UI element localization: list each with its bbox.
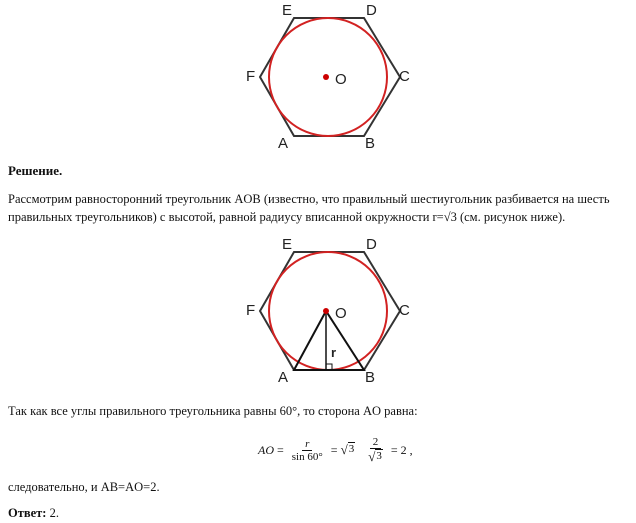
- radical-sign: √: [368, 448, 376, 464]
- answer-value: 2.: [46, 506, 59, 520]
- label-E: E: [282, 236, 293, 253]
- answer-label: Ответ:: [8, 506, 47, 520]
- formula-lhs: AO: [258, 442, 274, 457]
- fraction-2-over-sqrt3: [365, 436, 386, 465]
- radical-sign: √: [340, 442, 348, 457]
- hexagon-shape: [260, 18, 400, 136]
- center-point: [323, 74, 329, 80]
- paragraph-2: Так как все углы правильного треугольника равны 60°, то сторона AO равна:: [8, 404, 418, 418]
- label-O: O: [335, 305, 347, 322]
- formula-eq3: = 2 ,: [390, 442, 413, 457]
- label-F: F: [246, 302, 256, 319]
- hexagon-shape: [260, 252, 400, 370]
- sqrt-3: [368, 449, 383, 465]
- center-point: [323, 308, 329, 314]
- formula-AO: [258, 428, 416, 472]
- label-C: C: [399, 302, 410, 319]
- paragraph-3: следовательно, и AB=AO=2.: [8, 480, 160, 494]
- fraction-r-over-sin: [289, 438, 326, 463]
- fraction-denominator: sin 60°: [291, 450, 323, 463]
- label-D: D: [366, 2, 377, 19]
- fraction-numerator: 2: [370, 436, 382, 449]
- label-C: C: [399, 68, 410, 85]
- label-B: B: [365, 135, 376, 152]
- answer-line: [8, 504, 59, 522]
- label-A: A: [278, 135, 289, 152]
- hexagon-figure-1: [240, 0, 420, 155]
- solution-heading: Решение.: [8, 163, 63, 178]
- label-F: F: [246, 68, 256, 85]
- label-A: A: [278, 369, 289, 386]
- formula-eq2: =: [330, 442, 338, 457]
- fraction-denominator: [365, 449, 386, 465]
- fraction-numerator: r: [302, 438, 312, 451]
- sqrt-3: [341, 442, 356, 458]
- label-B: B: [365, 369, 376, 386]
- label-r: r: [331, 345, 337, 360]
- radicand: 3: [348, 443, 355, 455]
- radicand: 3: [376, 449, 382, 462]
- label-O: O: [335, 71, 347, 88]
- hexagon-figure-2: [240, 234, 420, 389]
- label-D: D: [366, 236, 377, 253]
- triangle-AOB: [294, 311, 364, 370]
- label-E: E: [282, 2, 293, 19]
- formula-eq1: =: [277, 442, 284, 457]
- paragraph-1: Рассмотрим равносторонний треугольник AOB (известно, что правильный шестиугольник разбивается на шесть правильных треугольников) с высотой, равной радиусу вписанной окружности r=√3 (см. рисунок ниже).: [8, 192, 610, 224]
